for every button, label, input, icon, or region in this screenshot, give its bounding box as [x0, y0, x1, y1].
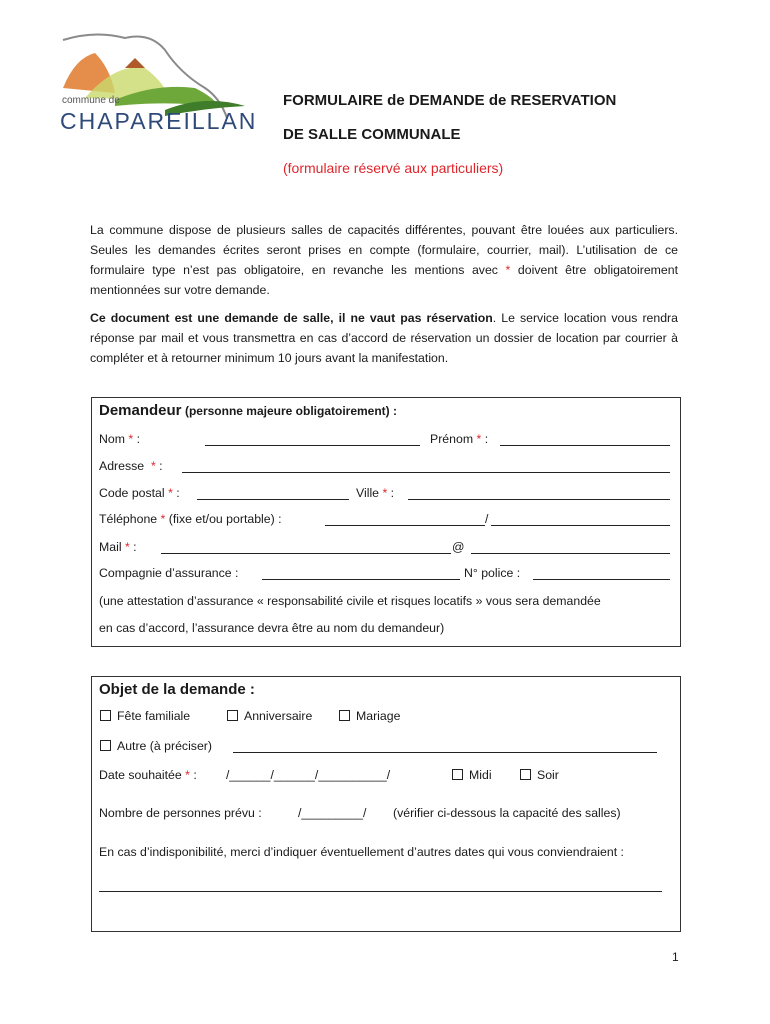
autres-dates-field[interactable] — [99, 891, 662, 892]
checkbox-icon — [100, 710, 111, 721]
personnes-note: (vérifier ci-dessous la capacité des salles) — [393, 806, 621, 820]
page-title-line1: FORMULAIRE de DEMANDE de RESERVATION — [283, 92, 617, 109]
personnes-label: Nombre de personnes prévu : — [99, 806, 262, 820]
indisponibilite-text: En cas d’indisponibilité, merci d’indiquer éventuellement d’autres dates qui vous conviendraient : — [99, 845, 624, 859]
logo-name: CHAPAREILLAN — [60, 108, 258, 134]
ville-label: Ville * : — [356, 486, 395, 500]
checkbox-icon — [452, 769, 463, 780]
mail-domain-field[interactable] — [471, 553, 670, 554]
code-postal-label: Code postal * : — [99, 486, 180, 500]
police-field[interactable] — [533, 579, 670, 580]
ville-field[interactable] — [408, 499, 670, 500]
intro-p1-text-end: doivent être obligatoirement mentionnées sur votre demande. — [90, 263, 679, 297]
assurance-label: Compagnie d’assurance : — [99, 566, 239, 580]
date-field[interactable]: /______/______/__________/ — [226, 768, 391, 782]
checkbox-icon — [339, 710, 350, 721]
checkbox-icon — [227, 710, 238, 721]
intro-p2-bold: Ce document est une demande de salle, il ne vaut pas réservation — [90, 311, 493, 325]
page-title-line2: DE SALLE COMMUNALE — [283, 126, 461, 143]
checkbox-icon — [100, 740, 111, 751]
prenom-field[interactable] — [500, 445, 670, 446]
prenom-label: Prénom * : — [430, 432, 489, 446]
checkbox-autre[interactable]: Autre (à préciser) — [100, 739, 212, 753]
attestation-note-1: (une attestation d’assurance « responsabilité civile et risques locatifs » vous sera demandée — [99, 594, 601, 608]
demandeur-note: (personne majeure obligatoirement) : — [184, 404, 397, 418]
telephone-field-1[interactable] — [325, 525, 485, 526]
demandeur-title: Demandeur — [99, 402, 182, 419]
mail-user-field[interactable] — [161, 553, 451, 554]
demandeur-heading — [99, 402, 397, 419]
intro-p1-text: La commune dispose de plusieurs salles de capacités différentes, pouvant être louées aux particuliers. Seules les demandes écrites seront prises en compte (formulaire, courrier, mail). L’utilisation de ce formulaire type n’est pas obligatoire, en revanche les mentions avec — [90, 223, 678, 277]
adresse-field[interactable] — [182, 472, 670, 473]
checkbox-mariage[interactable]: Mariage — [339, 709, 400, 723]
assurance-field[interactable] — [262, 579, 460, 580]
date-label: Date souhaitée * : — [99, 768, 197, 782]
adresse-label: Adresse * : — [99, 459, 163, 473]
nom-field[interactable] — [205, 445, 420, 446]
telephone-label: Téléphone * (fixe et/ou portable) : — [99, 512, 282, 526]
checkbox-icon — [520, 769, 531, 780]
intro-paragraph-2 — [90, 308, 678, 368]
intro-p2-text: . Le service location vous rendra réponse par mail et vous transmettra en cas d’accord de réservation un dossier de location par courrier à compléter et à retourner minimum 10 jours avant la manifestation. — [90, 311, 678, 365]
police-label: N° police : — [464, 566, 521, 580]
autre-field[interactable] — [233, 752, 657, 753]
checkbox-soir[interactable]: Soir — [520, 768, 559, 782]
nom-label: Nom * : — [99, 432, 141, 446]
telephone-separator: / — [485, 512, 489, 526]
mail-label: Mail * : — [99, 540, 137, 554]
code-postal-field[interactable] — [197, 499, 349, 500]
mail-at: @ — [452, 540, 465, 554]
logo-commune-label: commune de — [62, 95, 120, 106]
checkbox-midi[interactable]: Midi — [452, 768, 492, 782]
objet-title: Objet de la demande : — [99, 681, 255, 698]
personnes-field[interactable]: /_________/ — [298, 806, 367, 820]
telephone-field-2[interactable] — [491, 525, 670, 526]
page-subtitle: (formulaire réservé aux particuliers) — [283, 160, 504, 176]
required-star: * — [505, 263, 511, 277]
page-number: 1 — [672, 950, 679, 964]
attestation-note-2: en cas d’accord, l’assurance devra être au nom du demandeur) — [99, 621, 445, 635]
intro-paragraph-1 — [90, 220, 678, 300]
checkbox-anniversaire[interactable]: Anniversaire — [227, 709, 312, 723]
checkbox-fete-familiale[interactable]: Fête familiale — [100, 709, 190, 723]
